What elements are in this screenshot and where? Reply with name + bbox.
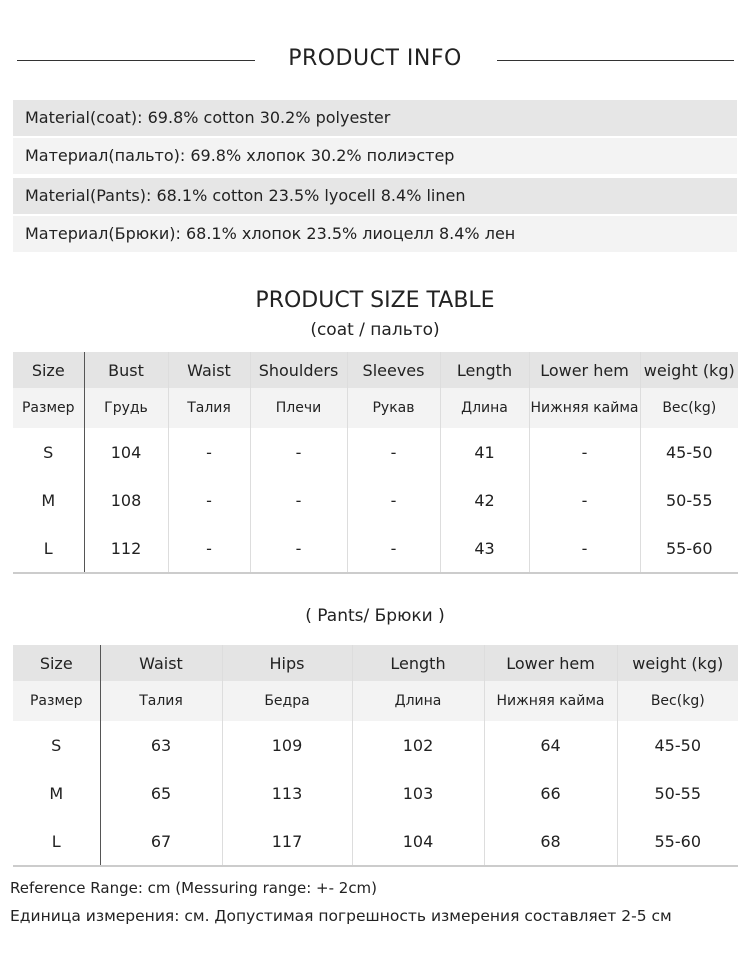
table-cell: L — [51, 831, 61, 851]
table-cell: - — [347, 476, 440, 524]
header-ru-cell: Бедра — [222, 681, 352, 721]
table-cell: - — [250, 476, 347, 524]
table-row — [13, 428, 738, 476]
table-row — [13, 476, 738, 524]
header-cell: Waist — [168, 352, 250, 388]
measurement-note-ru: Единица измерения: см. Допустимая погрешность измерения составляет 2-5 см — [10, 907, 672, 925]
table-cell: 113 — [222, 769, 352, 817]
header-ru-cell: Нижняя кайма — [529, 388, 640, 428]
header-ru-cell: Талия — [168, 388, 250, 428]
table-cell: 50-55 — [617, 769, 738, 817]
reference-range-note: Reference Range: cm (Messuring range: +- 2cm) — [10, 879, 378, 897]
material-coat-ru: Материал(пальто): 69.8% хлопок 30.2% полиэстер — [13, 138, 737, 174]
header-cell: Sleeves — [347, 352, 440, 388]
table-cell: 67 — [100, 817, 222, 866]
divider — [497, 60, 734, 61]
header-ru-cell: Вес(kg) — [640, 388, 738, 428]
header-row — [13, 681, 738, 721]
header-ru-cell: Размер — [13, 388, 84, 428]
table-cell: 55-60 — [617, 817, 738, 866]
header-cell: Size — [13, 645, 100, 681]
table-cell: M — [41, 490, 56, 510]
table-cell: 43 — [440, 524, 529, 573]
table-row — [13, 524, 738, 573]
header-ru-cell: Длина — [440, 388, 529, 428]
material-coat-en: Material(coat): 69.8% cotton 30.2% polyester — [13, 100, 737, 136]
header-cell: weight (kg) — [617, 645, 738, 681]
table-cell: 68 — [484, 817, 617, 866]
header-cell: Bust — [84, 352, 168, 388]
product-info-header — [0, 44, 750, 78]
table-cell: 66 — [484, 769, 617, 817]
header-row — [13, 645, 738, 681]
table-row — [13, 721, 738, 769]
pants-subtitle: ( Pants/ Брюки ) — [305, 606, 445, 626]
table-cell: 112 — [84, 524, 168, 573]
table-cell: - — [347, 524, 440, 573]
coat-size-table — [13, 352, 738, 574]
header-ru-cell: Длина — [352, 681, 484, 721]
product-info-title: PRODUCT INFO — [288, 46, 462, 71]
header-ru-cell: Размер — [13, 681, 100, 721]
table-cell: - — [529, 476, 640, 524]
table-cell: 117 — [222, 817, 352, 866]
header-ru-cell: Нижняя кайма — [484, 681, 617, 721]
table-cell: 108 — [84, 476, 168, 524]
header-ru-cell: Рукав — [347, 388, 440, 428]
table-row — [13, 769, 738, 817]
pants-size-table — [13, 645, 738, 867]
header-ru-cell: Грудь — [84, 388, 168, 428]
header-cell: Length — [352, 645, 484, 681]
header-ru-cell: Талия — [100, 681, 222, 721]
table-cell: - — [529, 428, 640, 476]
header-cell: weight (kg) — [640, 352, 738, 388]
table-cell: 109 — [222, 721, 352, 769]
table-cell: - — [168, 476, 250, 524]
header-cell: Hips — [222, 645, 352, 681]
table-cell: 104 — [84, 428, 168, 476]
header-row — [13, 352, 738, 388]
material-pants-ru: Материал(Брюки): 68.1% хлопок 23.5% лиоцелл 8.4% лен — [13, 216, 737, 252]
table-cell: 45-50 — [640, 428, 738, 476]
table-cell: 64 — [484, 721, 617, 769]
header-cell: Size — [13, 352, 84, 388]
table-cell: 63 — [100, 721, 222, 769]
table-cell: M — [49, 783, 64, 803]
size-table-title: PRODUCT SIZE TABLE — [255, 288, 495, 313]
table-cell: 65 — [100, 769, 222, 817]
table-cell: 42 — [440, 476, 529, 524]
table-row — [13, 817, 738, 866]
material-pants-en: Material(Pants): 68.1% cotton 23.5% lyocell 8.4% linen — [13, 178, 737, 214]
table-cell: - — [250, 524, 347, 573]
table-cell: - — [529, 524, 640, 573]
header-ru-cell: Плечи — [250, 388, 347, 428]
table-cell: - — [250, 428, 347, 476]
header-cell: Lower hem — [529, 352, 640, 388]
header-ru-cell: Вес(kg) — [617, 681, 738, 721]
table-cell: S — [43, 442, 54, 462]
table-cell: S — [51, 735, 62, 755]
table-cell: - — [168, 524, 250, 573]
header-cell: Waist — [100, 645, 222, 681]
header-cell: Length — [440, 352, 529, 388]
header-row — [13, 388, 738, 428]
table-cell: - — [347, 428, 440, 476]
table-cell: 103 — [352, 769, 484, 817]
table-cell: 50-55 — [640, 476, 738, 524]
table-cell: L — [43, 538, 53, 558]
table-cell: 45-50 — [617, 721, 738, 769]
header-cell: Lower hem — [484, 645, 617, 681]
table-cell: 104 — [352, 817, 484, 866]
table-cell: 102 — [352, 721, 484, 769]
table-cell: - — [168, 428, 250, 476]
coat-subtitle: (coat / пальто) — [310, 320, 440, 340]
table-cell: 55-60 — [640, 524, 738, 573]
header-cell: Shoulders — [250, 352, 347, 388]
table-cell: 41 — [440, 428, 529, 476]
